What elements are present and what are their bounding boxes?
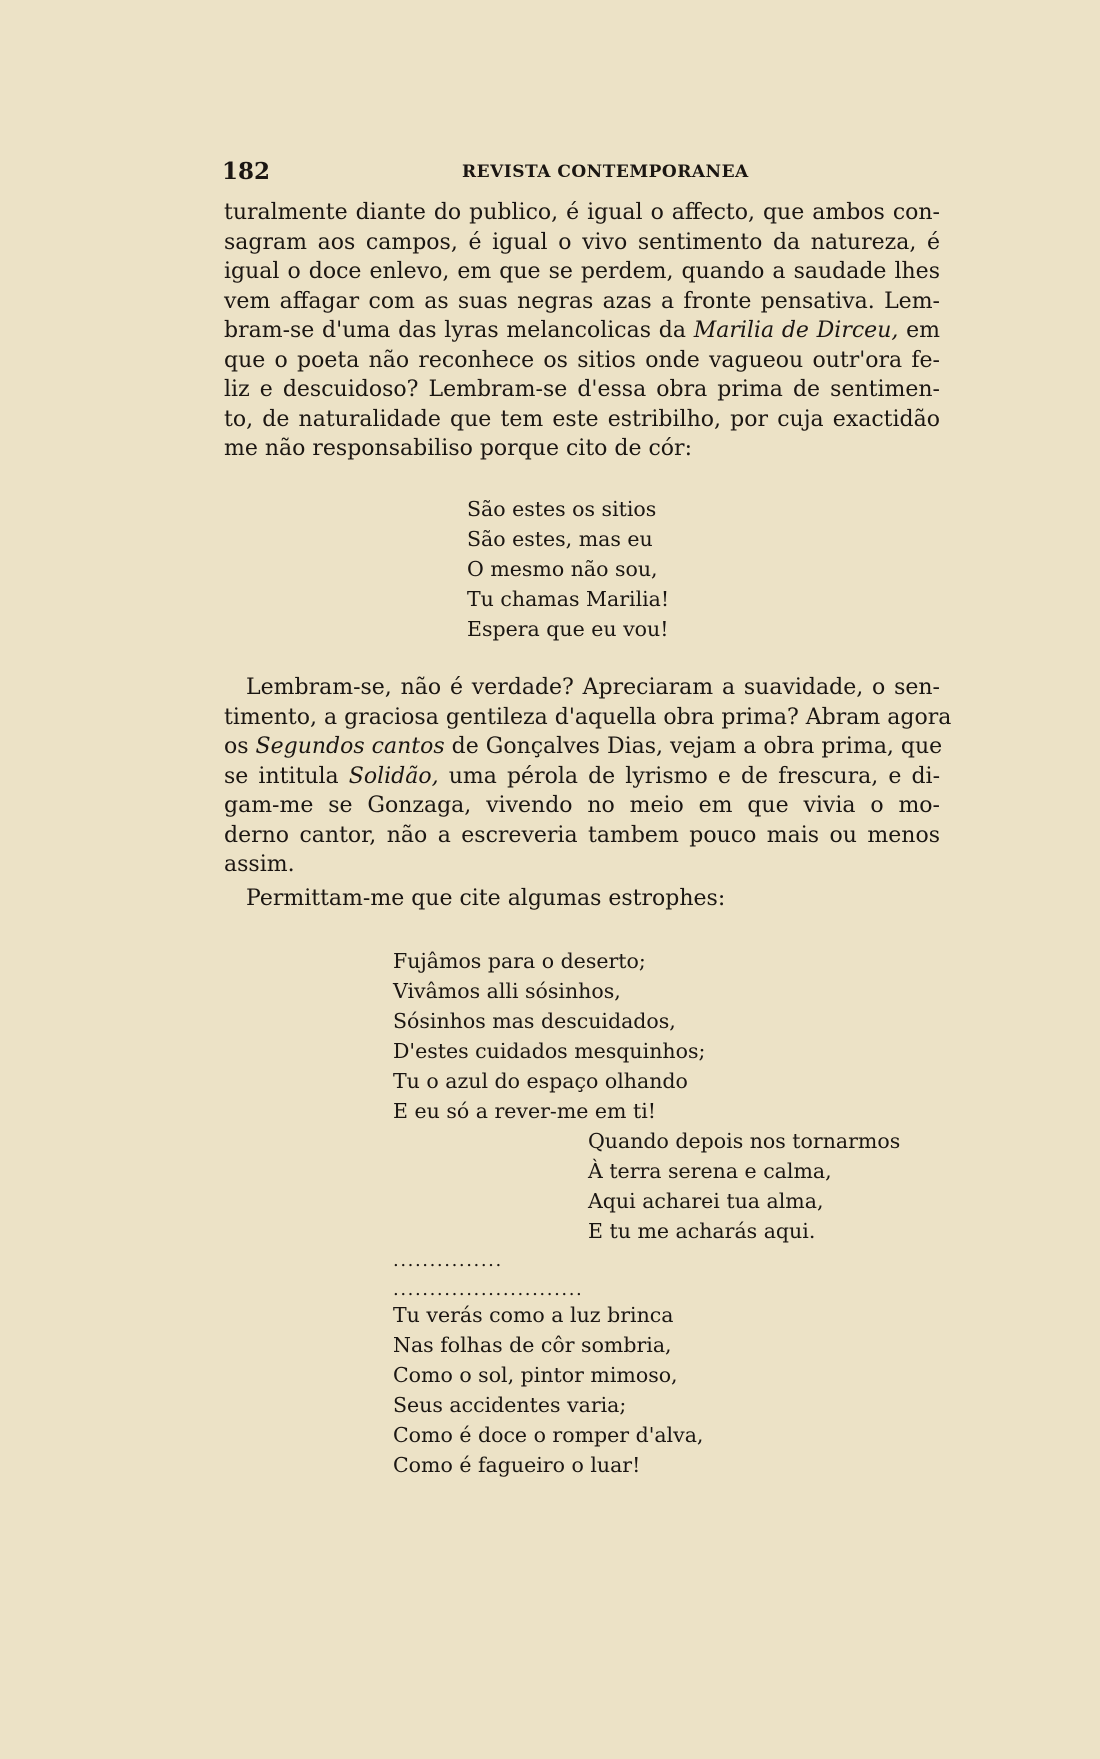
- text-line: timento, a graciosa gentileza d'aquella obra prima? Abram agora: [224, 704, 952, 730]
- page-header: [222, 158, 942, 188]
- verse-line: Sósinhos mas descuidados,: [393, 1009, 676, 1033]
- verse-line: Seus accidentes varia;: [393, 1393, 627, 1417]
- text-run: os: [224, 734, 249, 759]
- paragraph-3: [224, 884, 940, 914]
- verse-line: Nas folhas de côr sombria,: [393, 1333, 672, 1357]
- text-line: me não responsabiliso porque cito de cór:: [224, 436, 692, 461]
- text-line: gam-me se Gonzaga, vivendo no meio em que vivia o mo-: [224, 793, 940, 818]
- verse-line: E tu me acharás aqui.: [588, 1219, 816, 1243]
- text-line: assim.: [224, 852, 295, 877]
- verse-line: Aqui acharei tua alma,: [588, 1189, 824, 1213]
- work-title: Marilia de Dirceu,: [693, 318, 899, 343]
- verse-line: E eu só a rever-me em ti!: [393, 1099, 657, 1123]
- verse-line: Vivâmos alli sósinhos,: [393, 979, 621, 1003]
- verse-line: Quando depois nos tornarmos: [588, 1129, 901, 1153]
- verse-line: São estes os sitios: [467, 497, 657, 521]
- text-line: liz e descuidoso? Lembram-se d'essa obra prima de sentimen-: [224, 377, 940, 402]
- text-line: que o poeta não reconhece os sitios onde vagueou outr'ora fe-: [224, 347, 940, 373]
- text-line: derno cantor, não a escreveria tambem pouco mais ou menos: [224, 822, 940, 848]
- text-run: uma pérola de lyrismo e de frescura, e di-: [448, 763, 941, 789]
- verse-block-3: [393, 1300, 703, 1480]
- verse-block-2: [393, 946, 900, 1246]
- verse-line: O mesmo não sou,: [467, 557, 658, 581]
- work-title: Segundos cantos: [255, 734, 445, 759]
- verse-line: Tu chamas Marilia!: [467, 587, 670, 611]
- paragraph-1: [224, 198, 940, 464]
- text-line: sagram aos campos, é igual o vivo sentimento da natureza, é: [224, 229, 940, 255]
- text-line: Lembram-se, não é verdade? Apreciaram a suavidade, o sen-: [246, 675, 940, 700]
- verse-line: Tu verás como a luz brinca: [393, 1303, 674, 1327]
- text-line: [224, 762, 940, 792]
- verse-line: D'estes cuidados mesquinhos;: [393, 1039, 706, 1063]
- paragraph-2: [224, 673, 952, 880]
- text-line: igual o doce enlevo, em que se perdem, quando a saudade lhes: [224, 259, 940, 284]
- page-number: 182: [222, 158, 271, 185]
- running-head: REVISTA CONTEMPORANEA: [462, 162, 749, 182]
- text-run: de Gonçalves Dias, vejam a obra prima, que: [451, 734, 943, 759]
- text-line: vem affagar com as suas negras azas a fronte pensativa. Lem-: [224, 288, 940, 314]
- verse-line: Espera que eu vou!: [467, 617, 669, 641]
- verse-line: Tu o azul do espaço olhando: [393, 1069, 688, 1093]
- text-run: se intitula: [224, 763, 339, 789]
- work-title: Solidão,: [348, 763, 439, 789]
- verse-block-1: [467, 494, 669, 644]
- verse-line: São estes, mas eu: [467, 527, 653, 551]
- verse-line: Fujâmos para o deserto;: [393, 949, 646, 973]
- text-line: turalmente diante do publico, é igual o affecto, que ambos con-: [224, 200, 940, 225]
- ellipsis-row: ...............: [393, 1250, 503, 1271]
- text-run: em: [906, 318, 941, 343]
- verse-line: Como é doce o romper d'alva,: [393, 1423, 704, 1447]
- text-line: [224, 316, 940, 346]
- verse-line: Como o sol, pintor mimoso,: [393, 1363, 678, 1387]
- text-run: bram-se d'uma das lyras melancolicas da: [224, 318, 686, 343]
- verse-line: Como é fagueiro o luar!: [393, 1453, 641, 1477]
- text-line: [224, 732, 943, 762]
- verse-line: À terra serena e calma,: [588, 1159, 832, 1183]
- text-line: Permittam-me que cite algumas estrophes:: [246, 886, 726, 911]
- text-line: to, de naturalidade que tem este estribilho, por cuja exactidão: [224, 406, 940, 432]
- ellipsis-row: ..........................: [393, 1279, 584, 1300]
